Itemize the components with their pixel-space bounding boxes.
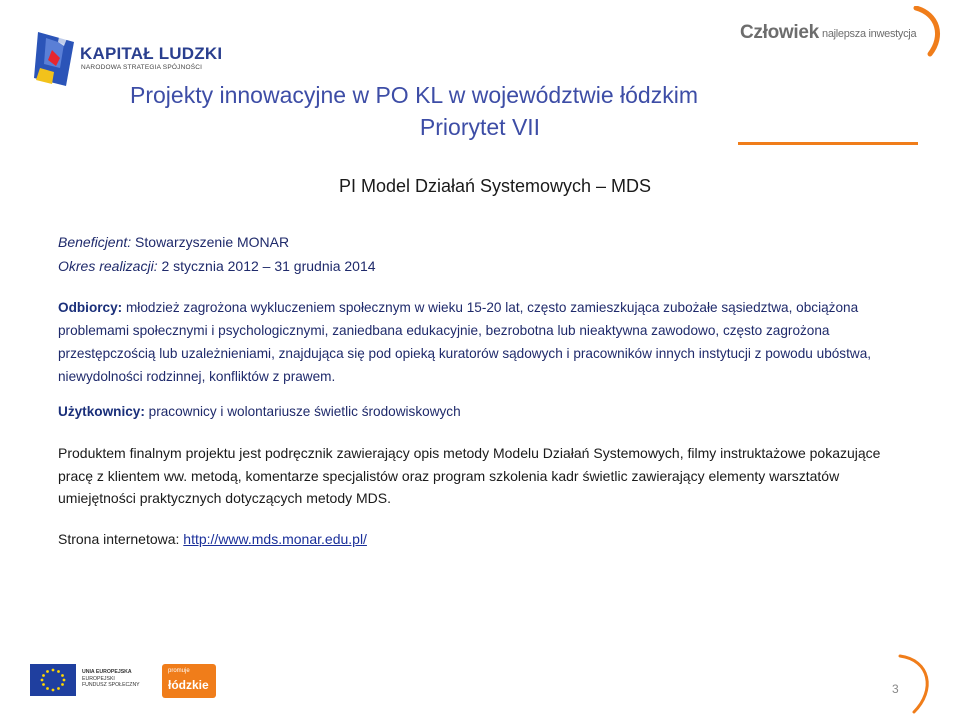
uzytkownicy-text: pracownicy i wolontariusze świetlic środowiskowych — [144, 404, 461, 419]
promuje-lodzkie-logo — [162, 664, 216, 698]
beneficjent-label: Beneficjent: — [58, 234, 132, 250]
eu-fund-text — [82, 669, 140, 689]
okres-line — [58, 258, 376, 274]
kapital-ludzki-subtitle: NARODOWA STRATEGIA SPÓJNOŚCI — [81, 64, 203, 71]
eu-line3: FUNDUSZ SPOŁECZNY — [82, 682, 140, 688]
odbiorcy-text: młodzież zagrożona wykluczeniem społecznym w wieku 15-20 lat, często zamieszkująca zubożałe sąsiedztwa, obciążona problemami społecznymi i psychologicznymi, zaniedbana edukacyjnie, bezrobotna lub nieaktywna zawodowo, często zagrożona przestępczością lub uzależnieniami, znajdująca się pod opieką kuratorów sądowych i pracowników innych instytucji z powodu ubóstwa, niewydolności rodzinnej, konfliktów z prawem. — [58, 300, 872, 384]
eu-line1: UNIA EUROPEJSKA — [82, 669, 132, 675]
lodz-word: łódzkie — [168, 678, 209, 692]
beneficjent-value: Stowarzyszenie MONAR — [131, 234, 290, 250]
page-title: Projekty innowacyjne w PO KL w województwie łódzkim — [130, 82, 698, 108]
beneficjent-line — [58, 234, 289, 250]
strona-line — [58, 528, 918, 551]
uzytkownicy-paragraph — [58, 400, 918, 423]
eu-line2: EUROPEJSKI — [82, 675, 115, 682]
page-title-priority: Priorytet VII — [419, 114, 541, 140]
lodz-small-text: promuje — [168, 668, 190, 674]
website-link[interactable]: http://www.mds.monar.edu.pl/ — [183, 531, 367, 547]
odbiorcy-paragraph — [58, 296, 918, 388]
czlowiek-tagline: najlepsza inwestycja — [822, 28, 917, 40]
eu-flag-icon — [30, 664, 76, 696]
okres-value: 2 stycznia 2012 – 31 grudnia 2014 — [157, 258, 376, 274]
footer-swoosh-icon — [870, 650, 960, 720]
produkt-paragraph: Produktem finalnym projektu jest podręcznik zawierający opis metody Modelu Działań Systemowych, filmy instruktażowe pokazujące pracę z klientem ww. metodą, komentarze specjalistów oraz program szkolenia kadr świetlic zawierający elementy warsztatów umiejętności praktycznych dotyczących metody MDS. — [58, 445, 881, 506]
strona-label: Strona internetowa: — [58, 531, 184, 547]
kapital-ludzki-title: KAPITAŁ LUDZKI — [80, 44, 223, 63]
project-subtitle: PI Model Działań Systemowych – MDS — [338, 176, 652, 196]
uzytkownicy-label: Użytkownicy: — [58, 404, 145, 419]
odbiorcy-label: Odbiorcy: — [58, 300, 123, 315]
okres-label: Okres realizacji: — [58, 258, 158, 274]
czlowiek-wordmark: Człowiek — [740, 22, 819, 43]
page-number: 3 — [892, 682, 899, 696]
